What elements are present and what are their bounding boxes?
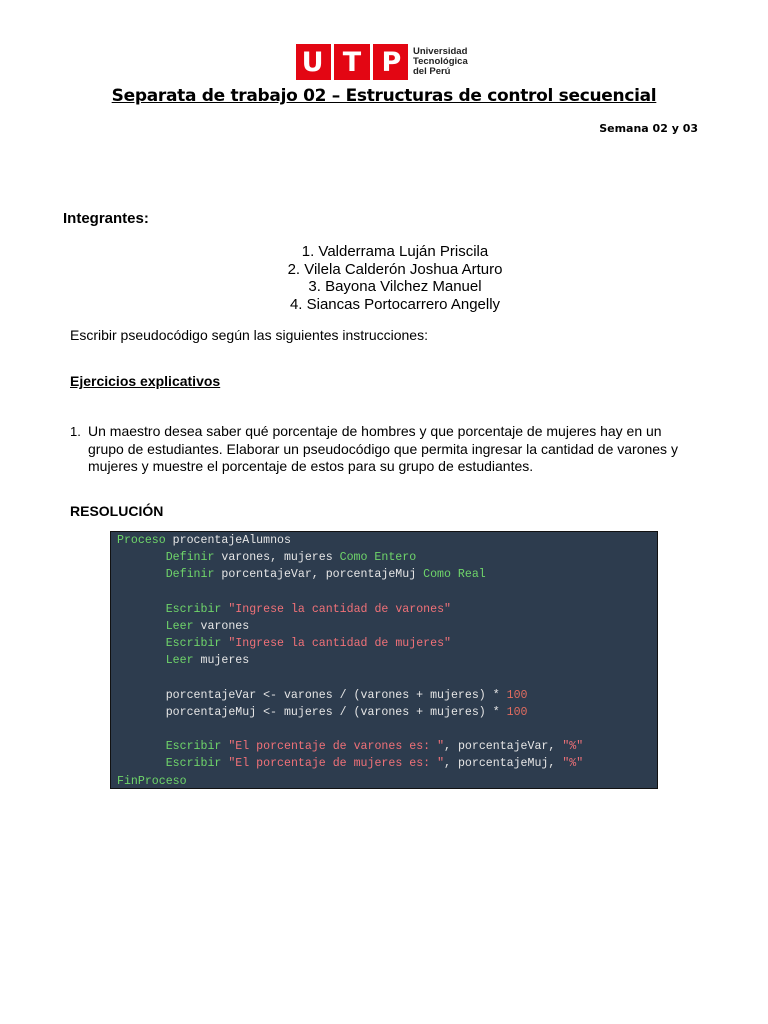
- section-heading: Ejercicios explicativos: [70, 373, 221, 389]
- code-line: [117, 738, 651, 755]
- code-line: [117, 635, 651, 652]
- code-token: "%": [562, 757, 584, 771]
- code-line: [117, 601, 651, 618]
- code-line: [117, 755, 651, 772]
- code-token: Como Real: [423, 568, 486, 582]
- code-line: [117, 721, 651, 738]
- logo-text: [413, 47, 468, 77]
- code-token: , porcentajeVar,: [444, 740, 563, 754]
- logo-text-line: Tecnológica: [413, 56, 468, 67]
- pseudocode-block: [110, 531, 658, 789]
- code-line: [117, 566, 651, 583]
- member-item: 1. Valderrama Luján Priscila: [301, 243, 489, 260]
- utp-logo: [296, 44, 468, 80]
- code-token: [117, 740, 166, 753]
- code-token: Escribir: [165, 602, 222, 616]
- code-token: [117, 568, 166, 581]
- utp-logo-box: [296, 44, 408, 80]
- resolution-heading: RESOLUCIÓN: [70, 503, 164, 519]
- code-token: [117, 620, 166, 633]
- code-token: porcentajeVar, porcentajeMuj: [214, 568, 424, 582]
- code-token: Leer: [165, 619, 194, 633]
- exercise-number: 1.: [70, 424, 81, 439]
- logo-text-line: del Perú: [413, 66, 451, 77]
- members-list: [0, 243, 768, 313]
- document-title: Separata de trabajo 02 – Estructuras de control secuencial: [111, 86, 657, 106]
- member-item: 4. Siancas Portocarrero Angelly: [289, 295, 501, 313]
- code-line: [117, 549, 651, 566]
- exercise-item: [70, 423, 700, 476]
- code-token: varones: [193, 619, 250, 633]
- code-line: [117, 652, 651, 669]
- code-token: procentajeAlumnos: [165, 534, 291, 547]
- code-token: [117, 757, 166, 770]
- code-token: [117, 637, 166, 650]
- code-line: [117, 704, 651, 721]
- code-line: [117, 584, 651, 601]
- code-token: Leer: [165, 654, 194, 668]
- code-line: [117, 532, 651, 549]
- code-line: [117, 670, 651, 687]
- integrantes-heading: Integrantes:: [63, 210, 149, 227]
- code-token: Escribir: [165, 740, 222, 754]
- logo-letter-u: U: [301, 46, 324, 78]
- logo-letter-p: P: [381, 46, 402, 78]
- member-item: 2. Vilela Calderón Joshua Arturo: [287, 260, 503, 278]
- code-token: "El porcentaje de varones es: ": [228, 740, 445, 754]
- code-token: "%": [562, 740, 584, 754]
- exercise-text: Un maestro desea saber qué porcentaje de hombres y que porcentaje de mujeres hay en un grupo de estudiantes. Elaborar un pseudocódigo que permita ingresar la cantidad de varones y mujeres y muestre el porcentaje de estos para su grupo de estudiantes.: [88, 423, 678, 474]
- code-token: "Ingrese la cantidad de mujeres": [228, 637, 451, 651]
- instructions-text: Escribir pseudocódigo según las siguientes instrucciones:: [70, 327, 428, 343]
- logo-separator: [370, 44, 373, 80]
- week-label: Semana 02 y 03: [599, 122, 698, 135]
- code-token: Definir: [165, 551, 215, 565]
- code-token: mujeres: [193, 654, 250, 668]
- code-token: 100: [506, 688, 528, 702]
- code-token: "El porcentaje de mujeres es: ": [228, 757, 445, 771]
- code-line: [117, 618, 651, 635]
- code-token: [117, 603, 166, 616]
- code-token: "Ingrese la cantidad de varones": [228, 602, 451, 616]
- code-token: porcentajeMuj <- mujeres / (varones + mujeres) *: [117, 705, 507, 719]
- code-token: Escribir: [165, 757, 222, 771]
- code-token: Escribir: [165, 637, 222, 651]
- logo-separator: [331, 44, 334, 80]
- code-token: [117, 654, 166, 667]
- code-token: 100: [506, 705, 528, 719]
- code-token: porcentajeVar <- varones / (varones + mujeres) *: [117, 688, 507, 702]
- code-token: , porcentajeMuj,: [444, 757, 563, 771]
- code-token: varones, mujeres: [214, 551, 340, 565]
- code-line: [117, 773, 651, 790]
- logo-letter-t: T: [342, 46, 362, 78]
- member-item: 3. Bayona Vilchez Manuel: [308, 278, 482, 295]
- code-token: Definir: [165, 568, 215, 582]
- code-token: Proceso: [117, 534, 166, 547]
- logo-text-line: Universidad: [413, 46, 468, 57]
- code-token: [117, 551, 166, 564]
- code-token: Como Entero: [339, 551, 417, 565]
- code-line: [117, 687, 651, 704]
- code-token: FinProceso: [117, 774, 187, 788]
